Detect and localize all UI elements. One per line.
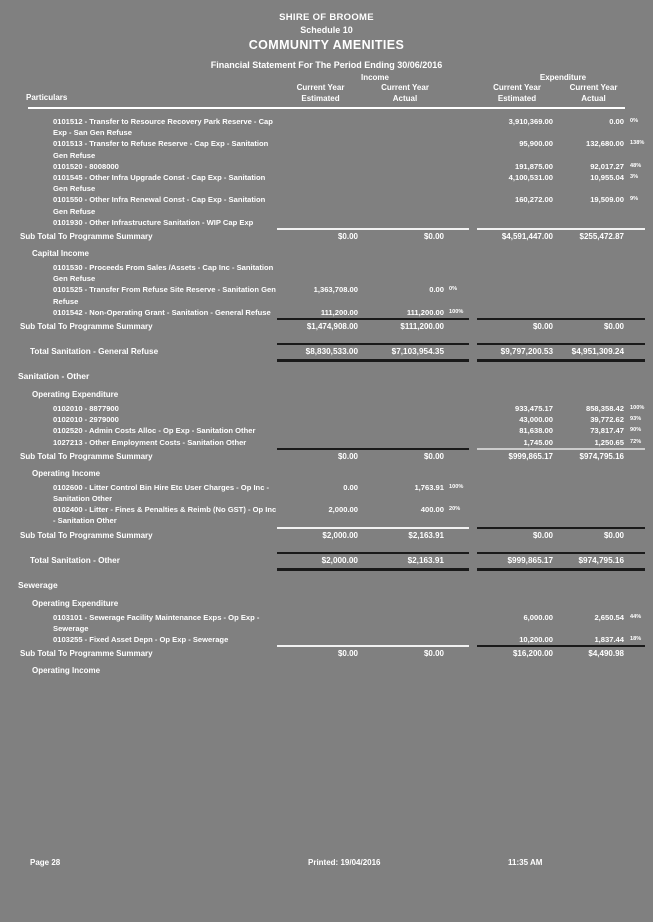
row-expenditure-estimated: 81,638.00	[519, 426, 553, 436]
row-expenditure-estimated: 4,100,531.00	[508, 173, 553, 183]
footer-printed-date: Printed: 19/04/2016	[308, 858, 381, 867]
section-heading-capital-income: Capital Income	[32, 249, 89, 259]
total-expenditure-actual: $4,951,309.24	[571, 347, 624, 357]
row-expenditure-actual: 2,650.54	[594, 612, 624, 622]
row-expenditure-estimated: 1,745.00	[523, 437, 553, 447]
subtotal-income-actual: $2,163.91	[408, 530, 444, 540]
subtotal-label: Sub Total To Programme Summary	[20, 530, 153, 540]
footer-page-number: Page 28	[30, 858, 61, 867]
subtotal-label: Sub Total To Programme Summary	[20, 232, 153, 242]
table-row	[0, 116, 653, 138]
row-expenditure-pct: 48%	[630, 162, 642, 169]
row-income-estimated: 2,000.00	[328, 505, 358, 515]
section-heading-sewerage: Sewerage	[18, 579, 58, 590]
row-particulars: 0101930 - Other Infrastructure Sanitation - WIP Cap Exp	[53, 217, 254, 227]
row-income-actual: 1,763.91	[414, 482, 444, 492]
row-expenditure-actual: 0.00	[609, 117, 624, 126]
table-row	[0, 437, 653, 448]
row-income-estimated: 111,200.00	[320, 307, 358, 317]
expenditure-estimated-line1: Current Year	[493, 83, 541, 92]
subtotal-expenditure-estimated: $16,200.00	[512, 649, 553, 659]
organisation-name: SHIRE OF BROOME	[279, 12, 374, 23]
subtotal-income-actual: $0.00	[423, 232, 444, 242]
report-table	[0, 72, 653, 679]
row-particulars: 0101512 - Transfer to Resource Recovery Park Reserve - Cap Exp - San Gen Refuse	[53, 117, 273, 138]
row-particulars: 0101525 - Transfer From Refuse Site Reserve - Sanitation Gen Refuse	[53, 285, 276, 306]
row-particulars: 0102010 - 2979000	[53, 415, 119, 425]
group-header-spacer	[0, 72, 277, 83]
row-expenditure-actual: 39,772.62	[590, 415, 624, 425]
total-expenditure-estimated: $9,797,200.53	[500, 347, 553, 357]
subtotal-income-estimated: $2,000.00	[322, 530, 358, 540]
row-income-actual: 111,200.00	[406, 307, 444, 317]
period-subtitle: Financial Statement For The Period Ending 30/06/2016	[210, 60, 443, 70]
row-income-estimated: 0.00	[343, 482, 358, 492]
subtotal-expenditure-actual: $0.00	[603, 322, 624, 332]
total-label: Total Sanitation - General Refuse	[30, 347, 159, 357]
row-particulars: 0101550 - Other Infra Renewal Const - Cap Exp - Sanitation Gen Refuse	[53, 195, 266, 216]
table-row	[0, 414, 653, 425]
subtotal-expenditure-estimated: $0.00	[532, 322, 553, 332]
table-row	[0, 403, 653, 414]
total-income-actual: $2,163.91	[407, 555, 444, 565]
footer-printed-time: 11:35 AM	[508, 858, 543, 867]
row-expenditure-actual: 1,250.65	[594, 437, 624, 447]
row-expenditure-actual: 10,955.04	[590, 173, 624, 183]
subtotal-label: Sub Total To Programme Summary	[20, 451, 153, 461]
spacer	[0, 333, 653, 343]
row-income-pct: 0%	[449, 286, 458, 293]
column-header-income-pct	[446, 83, 473, 104]
column-header-expenditure-pct	[626, 83, 653, 104]
subtotal-row	[0, 231, 653, 243]
table-row	[0, 284, 653, 306]
income-estimated-line2: Estimated	[301, 93, 340, 103]
programme-title: COMMUNITY AMENITIES	[248, 38, 405, 52]
column-group-header	[0, 72, 653, 83]
row-expenditure-estimated: 6,000.00	[523, 612, 553, 622]
section-heading-operating-expenditure: Operating Expenditure	[32, 390, 119, 400]
table-row	[0, 504, 653, 526]
schedule-number: Schedule 10	[300, 25, 353, 35]
row-particulars: 0101542 - Non-Operating Grant - Sanitation - General Refuse	[53, 307, 271, 317]
subtotal-label: Sub Total To Programme Summary	[20, 649, 153, 659]
row-expenditure-actual: 1,837.44	[594, 635, 624, 645]
group-header-expenditure: Expenditure	[539, 73, 587, 82]
table-row	[0, 217, 653, 228]
row-expenditure-pct: 9%	[630, 196, 639, 203]
row-expenditure-actual: 19,509.00	[590, 195, 624, 205]
row-particulars: 0102010 - 8877900	[53, 404, 119, 414]
subtotal-income-estimated: $0.00	[337, 451, 358, 461]
subtotal-income-estimated: $0.00	[337, 649, 358, 659]
table-row	[0, 262, 653, 284]
total-row	[0, 346, 653, 358]
subtotal-expenditure-actual: $255,472.87	[579, 232, 624, 242]
row-expenditure-pct: 0%	[630, 118, 639, 124]
total-expenditure-estimated: $999,865.17	[507, 555, 553, 565]
row-expenditure-pct: 18%	[630, 636, 642, 643]
subtotal-label: Sub Total To Programme Summary	[20, 322, 153, 332]
row-expenditure-estimated: 95,900.00	[519, 139, 553, 149]
row-expenditure-estimated: 10,200.00	[519, 635, 553, 645]
row-income-pct: 100%	[449, 483, 464, 490]
subtotal-income-estimated: $0.00	[337, 232, 358, 242]
row-expenditure-estimated: 191,875.00	[514, 161, 553, 171]
row-expenditure-pct: 3%	[630, 174, 639, 181]
row-particulars: 0103255 - Fixed Asset Depn - Op Exp - Sewerage	[53, 635, 229, 645]
subtotal-income-estimated: $1,474,908.00	[306, 322, 358, 332]
table-row	[0, 482, 653, 504]
table-row	[0, 194, 653, 216]
total-income-actual: $7,103,954.35	[391, 347, 444, 357]
row-particulars: 0101513 - Transfer to Refuse Reserve - Cap Exp - Sanitation Gen Refuse	[53, 139, 269, 160]
column-header-particulars: Particulars	[26, 93, 68, 102]
total-income-estimated: $2,000.00	[321, 555, 358, 565]
spacer	[0, 542, 653, 552]
row-expenditure-pct: 138%	[630, 140, 645, 147]
row-expenditure-estimated: 43,000.00	[519, 415, 553, 425]
total-row	[0, 555, 653, 567]
row-expenditure-pct: 93%	[630, 416, 642, 423]
income-actual-line2: Actual	[392, 93, 418, 103]
column-header-expenditure-actual	[561, 83, 626, 104]
income-actual-line1: Current Year	[381, 83, 429, 92]
page-footer	[0, 858, 653, 867]
table-row	[0, 172, 653, 194]
subtotal-expenditure-actual: $0.00	[603, 530, 624, 540]
row-expenditure-pct: 90%	[630, 427, 642, 434]
row-expenditure-pct: 100%	[630, 405, 645, 412]
table-row	[0, 307, 653, 318]
total-label: Total Sanitation - Other	[30, 555, 120, 565]
row-income-actual: 400.00	[420, 505, 444, 515]
group-header-income: Income	[360, 73, 389, 82]
subtotal-expenditure-actual: $974,795.16	[579, 451, 624, 461]
row-expenditure-estimated: 3,910,369.00	[508, 117, 553, 126]
table-row	[0, 161, 653, 172]
row-particulars: 0102520 - Admin Costs Alloc - Op Exp - Sanitation Other	[53, 426, 256, 436]
expenditure-estimated-line2: Estimated	[497, 93, 537, 103]
section-heading-operating-income: Operating Income	[32, 468, 101, 478]
column-header-row	[0, 83, 653, 104]
section-heading-sewerage-operating-expenditure: Operating Expenditure	[32, 598, 119, 608]
row-expenditure-actual: 858,358.42	[585, 404, 624, 414]
subtotal-row	[0, 648, 653, 660]
subtotal-income-actual: $0.00	[423, 451, 444, 461]
table-row	[0, 634, 653, 645]
column-header-income-actual	[364, 83, 446, 104]
row-expenditure-actual: 92,017.27	[590, 161, 624, 171]
row-expenditure-actual: 132,680.00	[585, 139, 624, 149]
row-particulars: 0103101 - Sewerage Facility Maintenance Exps - Op Exp - Sewerage	[53, 612, 260, 633]
table-row	[0, 138, 653, 160]
row-particulars: 0102400 - Litter - Fines & Penalties & Reimb (No GST) - Op Inc - Sanitation Other	[53, 505, 277, 526]
report-title-block	[0, 0, 653, 72]
section-heading-sewerage-operating-income: Operating Income	[32, 666, 101, 676]
row-expenditure-actual: 73,817.47	[590, 426, 624, 436]
subtotal-row	[0, 451, 653, 463]
row-income-pct: 20%	[449, 506, 461, 513]
row-expenditure-estimated: 933,475.17	[514, 404, 553, 414]
row-particulars: 0101530 - Proceeds From Sales /Assets - Cap Inc - Sanitation Gen Refuse	[53, 263, 274, 284]
row-expenditure-pct: 72%	[630, 438, 642, 445]
table-row	[0, 612, 653, 634]
column-header-expenditure-estimated	[473, 83, 561, 104]
row-expenditure-pct: 44%	[630, 613, 642, 620]
subtotal-expenditure-actual: $4,490.98	[588, 649, 624, 659]
spacer	[0, 109, 653, 116]
subtotal-row	[0, 530, 653, 542]
expenditure-actual-line2: Actual	[581, 93, 606, 103]
row-particulars: 1027213 - Other Employment Costs - Sanitation Other	[53, 437, 247, 447]
subtotal-expenditure-estimated: $999,865.17	[508, 451, 553, 461]
total-income-estimated: $8,830,533.00	[305, 347, 358, 357]
subtotal-income-actual: $0.00	[423, 649, 444, 659]
section-heading-sanitation-other: Sanitation - Other	[18, 371, 90, 382]
row-income-actual: 0.00	[429, 285, 444, 295]
table-row	[0, 425, 653, 436]
row-expenditure-estimated: 160,272.00	[514, 195, 553, 205]
subtotal-row	[0, 321, 653, 333]
subtotal-expenditure-estimated: $0.00	[532, 530, 553, 540]
income-estimated-line1: Current Year	[296, 83, 345, 92]
row-income-pct: 100%	[449, 308, 464, 315]
column-header-income-estimated	[277, 83, 364, 104]
row-particulars: 0101520 - 8008000	[53, 161, 119, 171]
subtotal-income-actual: $111,200.00	[400, 322, 444, 332]
row-particulars: 0102600 - Litter Control Bin Hire Etc User Charges - Op Inc - Sanitation Other	[53, 482, 270, 504]
row-income-estimated: 1,363,708.00	[313, 285, 358, 295]
row-particulars: 0101545 - Other Infra Upgrade Const - Cap Exp - Sanitation Gen Refuse	[53, 173, 266, 194]
total-expenditure-actual: $974,795.16	[578, 555, 624, 565]
expenditure-actual-line1: Current Year	[569, 83, 618, 92]
subtotal-expenditure-estimated: $4,591,447.00	[501, 232, 553, 242]
